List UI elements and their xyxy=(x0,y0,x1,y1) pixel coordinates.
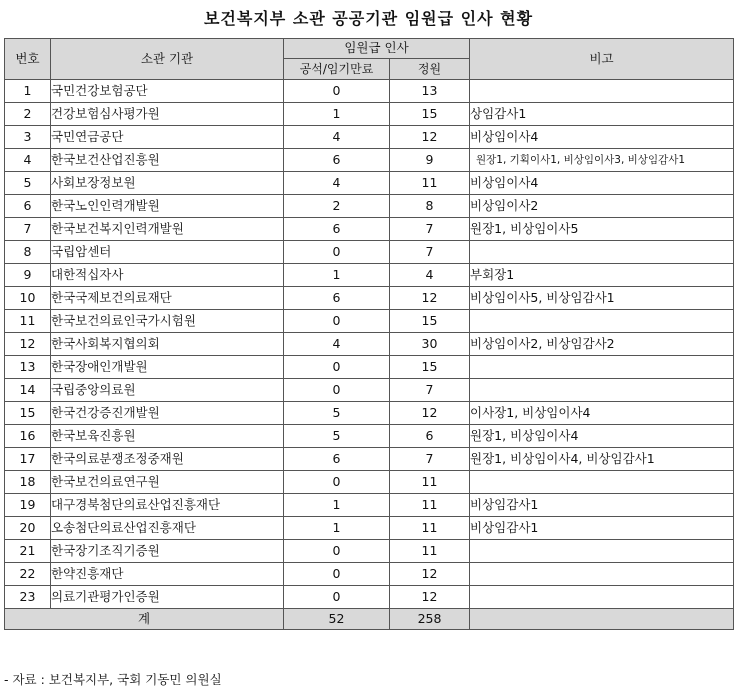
total-row xyxy=(5,609,734,630)
table-row xyxy=(5,172,734,195)
row-no: 18 xyxy=(5,471,51,494)
row-vacancy: 0 xyxy=(284,80,390,103)
table-row xyxy=(5,540,734,563)
row-note: 부회장1 xyxy=(470,264,734,287)
row-no: 4 xyxy=(5,149,51,172)
row-agency-name: 의료기관평가인증원 xyxy=(51,586,284,609)
table-row xyxy=(5,310,734,333)
header-agency: 소관 기관 xyxy=(51,39,284,80)
row-note: 비상임감사1 xyxy=(470,517,734,540)
header-note: 비고 xyxy=(470,39,734,80)
table-row xyxy=(5,80,734,103)
row-vacancy: 0 xyxy=(284,563,390,586)
row-quota: 15 xyxy=(390,103,470,126)
row-quota: 12 xyxy=(390,586,470,609)
row-quota: 12 xyxy=(390,563,470,586)
row-quota: 15 xyxy=(390,310,470,333)
row-agency-name: 한국노인인력개발원 xyxy=(51,195,284,218)
row-note: 상임감사1 xyxy=(470,103,734,126)
table-row xyxy=(5,402,734,425)
total-label: 계 xyxy=(5,609,284,630)
row-agency-name: 한국보건복지인력개발원 xyxy=(51,218,284,241)
table-row xyxy=(5,218,734,241)
row-no: 21 xyxy=(5,540,51,563)
row-vacancy: 4 xyxy=(284,126,390,149)
table-row xyxy=(5,264,734,287)
table-row xyxy=(5,356,734,379)
row-no: 14 xyxy=(5,379,51,402)
personnel-table xyxy=(4,38,734,630)
row-quota: 30 xyxy=(390,333,470,356)
row-quota: 11 xyxy=(390,494,470,517)
row-quota: 4 xyxy=(390,264,470,287)
row-note: 이사장1, 비상임이사4 xyxy=(470,402,734,425)
row-no: 23 xyxy=(5,586,51,609)
table-row xyxy=(5,241,734,264)
total-quota: 258 xyxy=(390,609,470,630)
row-agency-name: 국민건강보험공단 xyxy=(51,80,284,103)
row-no: 9 xyxy=(5,264,51,287)
row-note: 원장1, 비상임이사5 xyxy=(470,218,734,241)
row-no: 8 xyxy=(5,241,51,264)
row-no: 17 xyxy=(5,448,51,471)
row-note xyxy=(470,471,734,494)
table-body xyxy=(5,80,734,609)
row-agency-name: 한국의료분쟁조정중재원 xyxy=(51,448,284,471)
row-note: 비상임이사2 xyxy=(470,195,734,218)
row-vacancy: 2 xyxy=(284,195,390,218)
row-vacancy: 6 xyxy=(284,149,390,172)
table-row xyxy=(5,494,734,517)
row-quota: 7 xyxy=(390,448,470,471)
table-row xyxy=(5,563,734,586)
row-quota: 12 xyxy=(390,287,470,310)
row-no: 13 xyxy=(5,356,51,379)
row-note xyxy=(470,356,734,379)
row-agency-name: 한국보건산업진흥원 xyxy=(51,149,284,172)
row-note: 비상임이사4 xyxy=(470,172,734,195)
row-quota: 12 xyxy=(390,126,470,149)
row-quota: 11 xyxy=(390,471,470,494)
row-vacancy: 6 xyxy=(284,287,390,310)
row-note xyxy=(470,540,734,563)
row-agency-name: 한국장기조직기증원 xyxy=(51,540,284,563)
row-agency-name: 한약진흥재단 xyxy=(51,563,284,586)
row-vacancy: 6 xyxy=(284,448,390,471)
row-agency-name: 대한적십자사 xyxy=(51,264,284,287)
row-agency-name: 국립암센터 xyxy=(51,241,284,264)
row-agency-name: 국민연금공단 xyxy=(51,126,284,149)
row-agency-name: 한국건강증진개발원 xyxy=(51,402,284,425)
row-no: 15 xyxy=(5,402,51,425)
row-vacancy: 1 xyxy=(284,103,390,126)
table-row xyxy=(5,126,734,149)
row-no: 20 xyxy=(5,517,51,540)
row-note: 비상임감사1 xyxy=(470,494,734,517)
row-vacancy: 4 xyxy=(284,333,390,356)
row-quota: 7 xyxy=(390,241,470,264)
row-quota: 11 xyxy=(390,517,470,540)
row-no: 6 xyxy=(5,195,51,218)
row-agency-name: 국립중앙의료원 xyxy=(51,379,284,402)
row-note: 원장1, 기획이사1, 비상임이사3, 비상임감사1 xyxy=(470,149,734,172)
row-agency-name: 한국보육진흥원 xyxy=(51,425,284,448)
row-agency-name: 한국국제보건의료재단 xyxy=(51,287,284,310)
row-vacancy: 1 xyxy=(284,264,390,287)
row-note: 원장1, 비상임이사4 xyxy=(470,425,734,448)
row-agency-name: 사회보장정보원 xyxy=(51,172,284,195)
row-no: 2 xyxy=(5,103,51,126)
row-note xyxy=(470,586,734,609)
row-agency-name: 한국사회복지협의회 xyxy=(51,333,284,356)
row-vacancy: 0 xyxy=(284,540,390,563)
row-quota: 7 xyxy=(390,218,470,241)
row-agency-name: 한국장애인개발원 xyxy=(51,356,284,379)
header-group: 임원급 인사 xyxy=(284,39,470,59)
row-note: 원장1, 비상임이사4, 비상임감사1 xyxy=(470,448,734,471)
table-row xyxy=(5,586,734,609)
header-quota: 정원 xyxy=(390,59,470,80)
row-agency-name: 한국보건의료연구원 xyxy=(51,471,284,494)
row-quota: 9 xyxy=(390,149,470,172)
table-row xyxy=(5,379,734,402)
table-row xyxy=(5,425,734,448)
row-agency-name: 오송첨단의료산업진흥재단 xyxy=(51,517,284,540)
row-vacancy: 5 xyxy=(284,425,390,448)
row-note: 비상임이사2, 비상임감사2 xyxy=(470,333,734,356)
row-quota: 6 xyxy=(390,425,470,448)
row-no: 1 xyxy=(5,80,51,103)
row-vacancy: 0 xyxy=(284,586,390,609)
row-note xyxy=(470,310,734,333)
row-vacancy: 4 xyxy=(284,172,390,195)
row-vacancy: 0 xyxy=(284,241,390,264)
header-vacancy: 공석/임기만료 xyxy=(284,59,390,80)
row-vacancy: 5 xyxy=(284,402,390,425)
row-no: 16 xyxy=(5,425,51,448)
total-note xyxy=(470,609,734,630)
table-row xyxy=(5,448,734,471)
row-no: 7 xyxy=(5,218,51,241)
table-row xyxy=(5,333,734,356)
page-title: 보건복지부 소관 공공기관 임원급 인사 현황 xyxy=(203,9,534,28)
row-quota: 11 xyxy=(390,540,470,563)
row-no: 19 xyxy=(5,494,51,517)
table-row xyxy=(5,103,734,126)
table-row xyxy=(5,149,734,172)
row-quota: 13 xyxy=(390,80,470,103)
table-row xyxy=(5,195,734,218)
row-no: 5 xyxy=(5,172,51,195)
row-no: 12 xyxy=(5,333,51,356)
row-quota: 12 xyxy=(390,402,470,425)
header-no: 번호 xyxy=(5,39,51,80)
row-vacancy: 0 xyxy=(284,379,390,402)
source-note: - 자료 : 보건복지부, 국회 기동민 의원실 xyxy=(4,672,222,687)
row-note xyxy=(470,563,734,586)
row-note xyxy=(470,80,734,103)
row-note: 비상임이사5, 비상임감사1 xyxy=(470,287,734,310)
row-agency-name: 한국보건의료인국가시험원 xyxy=(51,310,284,333)
table-row xyxy=(5,517,734,540)
table-row xyxy=(5,287,734,310)
row-vacancy: 0 xyxy=(284,471,390,494)
table-row xyxy=(5,471,734,494)
row-no: 3 xyxy=(5,126,51,149)
row-note: 비상임이사4 xyxy=(470,126,734,149)
row-vacancy: 1 xyxy=(284,494,390,517)
row-vacancy: 6 xyxy=(284,218,390,241)
row-quota: 7 xyxy=(390,379,470,402)
row-agency-name: 대구경북첨단의료산업진흥재단 xyxy=(51,494,284,517)
row-note xyxy=(470,379,734,402)
row-no: 11 xyxy=(5,310,51,333)
row-quota: 8 xyxy=(390,195,470,218)
row-quota: 15 xyxy=(390,356,470,379)
row-agency-name: 건강보험심사평가원 xyxy=(51,103,284,126)
row-no: 22 xyxy=(5,563,51,586)
total-vacancy: 52 xyxy=(284,609,390,630)
row-note xyxy=(470,241,734,264)
row-vacancy: 0 xyxy=(284,356,390,379)
row-vacancy: 0 xyxy=(284,310,390,333)
row-quota: 11 xyxy=(390,172,470,195)
row-vacancy: 1 xyxy=(284,517,390,540)
row-no: 10 xyxy=(5,287,51,310)
